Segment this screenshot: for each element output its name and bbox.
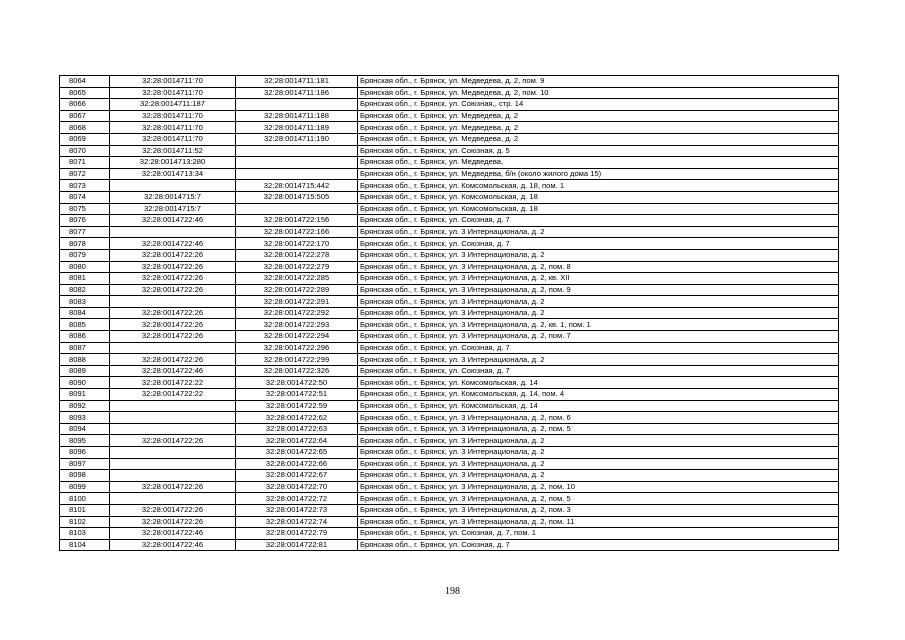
land-plot-number-cell: 32:28:0014722:26: [110, 273, 236, 285]
land-plot-number-cell: 32:28:0014711:70: [110, 110, 236, 122]
row-number-cell: 8090: [60, 377, 110, 389]
land-plot-number-cell: [110, 423, 236, 435]
property-register-table: [59, 75, 839, 551]
table-row: [60, 400, 839, 412]
land-plot-number-cell: 32:28:0014711:70: [110, 133, 236, 145]
cadastral-number-cell: 32:28:0014711:186: [236, 87, 358, 99]
cadastral-number-cell: 32:28:0014722:66: [236, 458, 358, 470]
table-row: [60, 470, 839, 482]
table-row: [60, 168, 839, 180]
cadastral-number-cell: 32:28:0014715:442: [236, 180, 358, 192]
address-cell: Брянская обл., г. Брянск, ул. 3 Интернационала, д. 2: [358, 435, 839, 447]
land-plot-number-cell: 32:28:0014715:7: [110, 203, 236, 215]
row-number-cell: 8082: [60, 284, 110, 296]
address-cell: Брянская обл., г. Брянск, ул. 3 Интернационала, д. 2, пом. 7: [358, 331, 839, 343]
cadastral-number-cell: 32:28:0014722:292: [236, 307, 358, 319]
cadastral-number-cell: 32:28:0014711:181: [236, 76, 358, 88]
row-number-cell: 8077: [60, 226, 110, 238]
table-row: [60, 110, 839, 122]
address-cell: Брянская обл., г. Брянск, ул. 3 Интернационала, д. 2, пом. 11: [358, 516, 839, 528]
address-cell: Брянская обл., г. Брянск, ул. 3 Интернационала, д. 2: [358, 447, 839, 459]
land-plot-number-cell: 32:28:0014722:26: [110, 307, 236, 319]
row-number-cell: 8083: [60, 296, 110, 308]
table-row: [60, 319, 839, 331]
address-cell: Брянская обл., г. Брянск, ул. 3 Интернационала, д. 2, пом. 8: [358, 261, 839, 273]
row-number-cell: 8070: [60, 145, 110, 157]
address-cell: Брянская обл., г. Брянск, ул. Союзная, д. 7: [358, 365, 839, 377]
table-row: [60, 377, 839, 389]
row-number-cell: 8104: [60, 539, 110, 551]
land-plot-number-cell: [110, 400, 236, 412]
table-row: [60, 481, 839, 493]
table-row: [60, 87, 839, 99]
address-cell: Брянская обл., г. Брянск, ул. Союзная, д. 7: [358, 215, 839, 227]
row-number-cell: 8098: [60, 470, 110, 482]
row-number-cell: 8091: [60, 389, 110, 401]
row-number-cell: 8069: [60, 133, 110, 145]
address-cell: Брянская обл., г. Брянск, ул. 3 Интернационала, д. 2: [358, 354, 839, 366]
address-cell: Брянская обл., г. Брянск, ул. 3 Интернационала, д. 2: [358, 470, 839, 482]
address-cell: Брянская обл., г. Брянск, ул. Комсомольская, д. 14: [358, 400, 839, 412]
address-cell: Брянская обл., г. Брянск, ул. 3 Интернационала, д. 2, пом. 10: [358, 481, 839, 493]
address-cell: Брянская обл., г. Брянск, ул. 3 Интернационала, д. 2, пом. 6: [358, 412, 839, 424]
table-row: [60, 273, 839, 285]
cadastral-number-cell: 32:28:0014722:74: [236, 516, 358, 528]
table-row: [60, 191, 839, 203]
table-row: [60, 423, 839, 435]
table-row: [60, 180, 839, 192]
address-cell: Брянская обл., г. Брянск, ул. Комсомольская, д. 14, пом. 4: [358, 389, 839, 401]
land-plot-number-cell: 32:28:0014722:22: [110, 377, 236, 389]
row-number-cell: 8064: [60, 76, 110, 88]
cadastral-number-cell: [236, 203, 358, 215]
address-cell: Брянская обл., г. Брянск, ул. Комсомольская, д. 14: [358, 377, 839, 389]
table-row: [60, 389, 839, 401]
row-number-cell: 8094: [60, 423, 110, 435]
cadastral-number-cell: 32:28:0014711:188: [236, 110, 358, 122]
address-cell: Брянская обл., г. Брянск, ул. 3 Интернационала, д. 2, пом. 5: [358, 423, 839, 435]
table-row: [60, 122, 839, 134]
page-number: 198: [445, 586, 460, 597]
cadastral-number-cell: 32:28:0014711:190: [236, 133, 358, 145]
land-plot-number-cell: [110, 493, 236, 505]
address-cell: Брянская обл., г. Брянск, ул. 3 Интернационала, д. 2, пом. 5: [358, 493, 839, 505]
row-number-cell: 8081: [60, 273, 110, 285]
cadastral-number-cell: 32:28:0014722:72: [236, 493, 358, 505]
cadastral-number-cell: [236, 145, 358, 157]
cadastral-number-cell: [236, 99, 358, 111]
table-row: [60, 296, 839, 308]
address-cell: Брянская обл., г. Брянск, ул. Союзная, д. 7: [358, 539, 839, 551]
land-plot-number-cell: 32:28:0014713:280: [110, 157, 236, 169]
address-cell: Брянская обл., г. Брянск, ул. 3 Интернационала, д. 2: [358, 226, 839, 238]
row-number-cell: 8078: [60, 238, 110, 250]
row-number-cell: 8075: [60, 203, 110, 215]
table-row: [60, 145, 839, 157]
land-plot-number-cell: 32:28:0014722:22: [110, 389, 236, 401]
row-number-cell: 8079: [60, 249, 110, 261]
row-number-cell: 8080: [60, 261, 110, 273]
table-row: [60, 157, 839, 169]
table-row: [60, 261, 839, 273]
row-number-cell: 8096: [60, 447, 110, 459]
land-plot-number-cell: 32:28:0014722:46: [110, 238, 236, 250]
address-cell: Брянская обл., г. Брянск, ул. 3 Интернационала, д. 2, кв. XII: [358, 273, 839, 285]
address-cell: Брянская обл., г. Брянск, ул. Медведева, д. 2: [358, 110, 839, 122]
land-plot-number-cell: [110, 180, 236, 192]
cadastral-number-cell: 32:28:0014722:299: [236, 354, 358, 366]
table-row: [60, 504, 839, 516]
land-plot-number-cell: 32:28:0014722:26: [110, 261, 236, 273]
address-cell: Брянская обл., г. Брянск, ул. Медведева, д. 2, пом. 9: [358, 76, 839, 88]
cadastral-number-cell: 32:28:0014722:293: [236, 319, 358, 331]
cadastral-number-cell: 32:28:0014722:67: [236, 470, 358, 482]
cadastral-number-cell: 32:28:0014722:289: [236, 284, 358, 296]
land-plot-number-cell: 32:28:0014711:70: [110, 87, 236, 99]
table-row: [60, 307, 839, 319]
land-plot-number-cell: [110, 226, 236, 238]
land-plot-number-cell: 32:28:0014711:70: [110, 122, 236, 134]
address-cell: Брянская обл., г. Брянск, ул. 3 Интернационала, д. 2, пом. 9: [358, 284, 839, 296]
row-number-cell: 8072: [60, 168, 110, 180]
cadastral-number-cell: 32:28:0014722:166: [236, 226, 358, 238]
land-plot-number-cell: 32:28:0014722:26: [110, 481, 236, 493]
land-plot-number-cell: [110, 412, 236, 424]
table-row: [60, 458, 839, 470]
land-plot-number-cell: 32:28:0014711:52: [110, 145, 236, 157]
cadastral-number-cell: 32:28:0014722:156: [236, 215, 358, 227]
table-row: [60, 284, 839, 296]
land-plot-number-cell: 32:28:0014711:187: [110, 99, 236, 111]
cadastral-number-cell: 32:28:0014722:291: [236, 296, 358, 308]
cadastral-number-cell: 32:28:0014722:51: [236, 389, 358, 401]
address-cell: Брянская обл., г. Брянск, ул. Комсомольская, д. 18: [358, 203, 839, 215]
land-plot-number-cell: [110, 342, 236, 354]
address-cell: Брянская обл., г. Брянск, ул. Комсомольская, д. 18: [358, 191, 839, 203]
table-row: [60, 354, 839, 366]
row-number-cell: 8093: [60, 412, 110, 424]
cadastral-number-cell: 32:28:0014722:50: [236, 377, 358, 389]
cadastral-number-cell: [236, 157, 358, 169]
table-row: [60, 539, 839, 551]
land-plot-number-cell: 32:28:0014722:26: [110, 516, 236, 528]
address-cell: Брянская обл., г. Брянск, ул. 3 Интернационала, д. 2: [358, 307, 839, 319]
row-number-cell: 8068: [60, 122, 110, 134]
address-cell: Брянская обл., г. Брянск, ул. Медведева, д. 2: [358, 122, 839, 134]
row-number-cell: 8085: [60, 319, 110, 331]
row-number-cell: 8099: [60, 481, 110, 493]
cadastral-number-cell: 32:28:0014722:279: [236, 261, 358, 273]
land-plot-number-cell: 32:28:0014715:7: [110, 191, 236, 203]
land-plot-number-cell: [110, 447, 236, 459]
row-number-cell: 8088: [60, 354, 110, 366]
cadastral-number-cell: 32:28:0014722:296: [236, 342, 358, 354]
land-plot-number-cell: 32:28:0014722:26: [110, 284, 236, 296]
land-plot-number-cell: 32:28:0014722:46: [110, 365, 236, 377]
address-cell: Брянская обл., г. Брянск, ул. Медведева, д. 2: [358, 133, 839, 145]
table-row: [60, 99, 839, 111]
cadastral-number-cell: 32:28:0014722:63: [236, 423, 358, 435]
land-plot-number-cell: 32:28:0014722:26: [110, 319, 236, 331]
address-cell: Брянская обл., г. Брянск, ул. Союзная, д. 5: [358, 145, 839, 157]
table-row: [60, 493, 839, 505]
table-row: [60, 528, 839, 540]
table-row: [60, 133, 839, 145]
address-cell: Брянская обл., г. Брянск, ул. 3 Интернационала, д. 2: [358, 249, 839, 261]
address-cell: Брянская обл., г. Брянск, ул. Медведева, б/н (около жилого дома 15): [358, 168, 839, 180]
row-number-cell: 8065: [60, 87, 110, 99]
table-row: [60, 203, 839, 215]
table-row: [60, 331, 839, 343]
row-number-cell: 8074: [60, 191, 110, 203]
row-number-cell: 8097: [60, 458, 110, 470]
cadastral-number-cell: 32:28:0014722:81: [236, 539, 358, 551]
table-row: [60, 226, 839, 238]
row-number-cell: 8076: [60, 215, 110, 227]
row-number-cell: 8084: [60, 307, 110, 319]
cadastral-number-cell: [236, 168, 358, 180]
cadastral-number-cell: 32:28:0014722:294: [236, 331, 358, 343]
land-plot-number-cell: 32:28:0014722:26: [110, 354, 236, 366]
cadastral-number-cell: 32:28:0014722:64: [236, 435, 358, 447]
table-row: [60, 238, 839, 250]
land-plot-number-cell: 32:28:0014722:26: [110, 435, 236, 447]
table-row: [60, 342, 839, 354]
row-number-cell: 8086: [60, 331, 110, 343]
row-number-cell: 8092: [60, 400, 110, 412]
land-plot-number-cell: [110, 296, 236, 308]
row-number-cell: 8102: [60, 516, 110, 528]
table-body: [60, 76, 839, 551]
land-plot-number-cell: 32:28:0014722:46: [110, 539, 236, 551]
land-plot-number-cell: 32:28:0014722:26: [110, 504, 236, 516]
address-cell: Брянская обл., г. Брянск, ул. 3 Интернационала, д. 2, кв. 1, пом. 1: [358, 319, 839, 331]
table-row: [60, 412, 839, 424]
row-number-cell: 8071: [60, 157, 110, 169]
row-number-cell: 8089: [60, 365, 110, 377]
table-row: [60, 435, 839, 447]
row-number-cell: 8095: [60, 435, 110, 447]
table-row: [60, 365, 839, 377]
address-cell: Брянская обл., г. Брянск, ул. Союзная,, стр. 14: [358, 99, 839, 111]
cadastral-number-cell: 32:28:0014722:70: [236, 481, 358, 493]
table-row: [60, 447, 839, 459]
cadastral-number-cell: 32:28:0014722:65: [236, 447, 358, 459]
row-number-cell: 8101: [60, 504, 110, 516]
address-cell: Брянская обл., г. Брянск, ул. Союзная, д. 7: [358, 238, 839, 250]
address-cell: Брянская обл., г. Брянск, ул. Медведева,: [358, 157, 839, 169]
cadastral-number-cell: 32:28:0014722:62: [236, 412, 358, 424]
row-number-cell: 8103: [60, 528, 110, 540]
address-cell: Брянская обл., г. Брянск, ул. 3 Интернационала, д. 2: [358, 296, 839, 308]
cadastral-number-cell: 32:28:0014722:278: [236, 249, 358, 261]
land-plot-number-cell: [110, 458, 236, 470]
land-plot-number-cell: 32:28:0014722:26: [110, 249, 236, 261]
cadastral-number-cell: 32:28:0014722:79: [236, 528, 358, 540]
table-row: [60, 516, 839, 528]
address-cell: Брянская обл., г. Брянск, ул. 3 Интернационала, д. 2, пом. 3: [358, 504, 839, 516]
row-number-cell: 8087: [60, 342, 110, 354]
cadastral-number-cell: 32:28:0014722:326: [236, 365, 358, 377]
cadastral-number-cell: 32:28:0014722:59: [236, 400, 358, 412]
land-plot-number-cell: [110, 470, 236, 482]
land-plot-number-cell: 32:28:0014713:34: [110, 168, 236, 180]
row-number-cell: 8100: [60, 493, 110, 505]
land-plot-number-cell: 32:28:0014722:46: [110, 528, 236, 540]
address-cell: Брянская обл., г. Брянск, ул. Комсомольская, д. 18, пом. 1: [358, 180, 839, 192]
table-row: [60, 76, 839, 88]
table-row: [60, 249, 839, 261]
address-cell: Брянская обл., г. Брянск, ул. 3 Интернационала, д. 2: [358, 458, 839, 470]
cadastral-number-cell: 32:28:0014715:505: [236, 191, 358, 203]
land-plot-number-cell: 32:28:0014711:70: [110, 76, 236, 88]
address-cell: Брянская обл., г. Брянск, ул. Медведева, д. 2, пом. 10: [358, 87, 839, 99]
cadastral-number-cell: 32:28:0014711:189: [236, 122, 358, 134]
land-plot-number-cell: 32:28:0014722:46: [110, 215, 236, 227]
row-number-cell: 8066: [60, 99, 110, 111]
cadastral-number-cell: 32:28:0014722:170: [236, 238, 358, 250]
land-plot-number-cell: 32:28:0014722:26: [110, 331, 236, 343]
table-row: [60, 215, 839, 227]
row-number-cell: 8073: [60, 180, 110, 192]
address-cell: Брянская обл., г. Брянск, ул. Союзная, д. 7: [358, 342, 839, 354]
address-cell: Брянская обл., г. Брянск, ул. Союзная, д. 7, пом. 1: [358, 528, 839, 540]
cadastral-number-cell: 32:28:0014722:73: [236, 504, 358, 516]
cadastral-number-cell: 32:28:0014722:285: [236, 273, 358, 285]
row-number-cell: 8067: [60, 110, 110, 122]
